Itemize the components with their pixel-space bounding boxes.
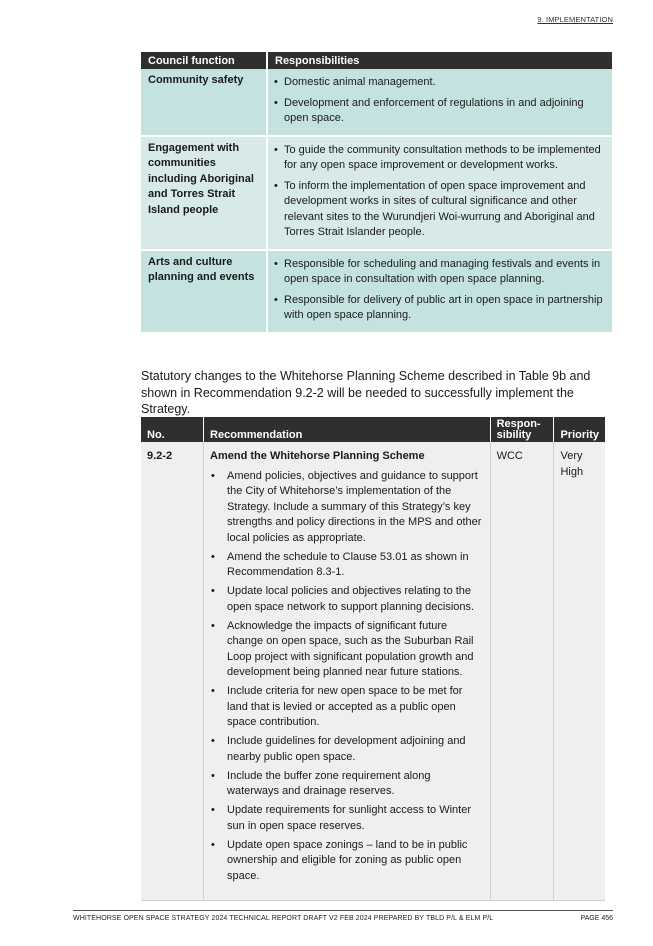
table-header-row [141,417,605,442]
list-item: • Domestic animal management. [274,75,604,91]
responsibilities-cell [267,69,612,136]
responsibilities-cell [267,136,612,250]
council-function-cell: Community safety [141,69,267,136]
responsibility-cell: WCC [490,442,554,900]
recommendation-number: 9.2-2 [141,442,204,900]
priority-line: Very [560,450,583,462]
header-line: sibility [496,429,532,441]
list-item: • Amend the schedule to Clause 53.01 as shown in Recommendation 8.3-1. [210,550,484,581]
list-item: • Responsible for scheduling and managing festivals and events in open space in consultation with open space planning. [274,257,604,288]
list-item: • Update open space zonings – land to be in public ownership and eligible for zoning as public open space. [210,838,484,885]
page-number: PAGE 456 [580,915,613,922]
column-header-council-function: Council function [141,52,267,69]
list-item: • To guide the community consultation methods to be implemented for any open space improvement or development works. [274,143,604,174]
list-item: • Update local policies and objectives relating to the open space network to support planning decisions. [210,584,484,615]
priority-cell [554,442,605,900]
responsibilities-list [274,257,604,324]
column-header-responsibility [490,417,554,442]
recommendations-table [141,417,605,901]
council-function-cell: Engagement with communities including Aboriginal and Torres Strait Island people [141,136,267,250]
running-head: 9. IMPLEMENTATION [537,15,613,24]
column-header-no: No. [141,417,204,442]
list-item: • Acknowledge the impacts of significant future change on open space, such as the Suburban Rail Loop project with significant population growth and development being planned near future stations. [210,619,484,681]
list-item: • To inform the implementation of open space improvement and development works in sites of cultural significance and other relevant sites to the Wurundjeri Woi-wurrung and Aboriginal and Torres Strait Islander people. [274,179,604,241]
list-item: • Amend policies, objectives and guidance to support the City of Whitehorse’s implementation of the Strategy. Include a summary of this Strategy’s key strengths and policy directions in the MPS and other local policies as appropriate. [210,469,484,547]
list-item: • Include criteria for new open space to be met for land that is levied or accepted as a public open space contribution. [210,684,484,731]
column-header-priority: Priority [554,417,605,442]
list-item: • Update requirements for sunlight access to Winter sun in open space reserves. [210,803,484,834]
table-row [141,442,605,900]
table-row [141,69,612,136]
table-row [141,250,612,332]
responsibilities-list [274,75,604,127]
council-functions-table [141,52,612,332]
council-function-cell: Arts and culture planning and events [141,250,267,332]
table-header-row [141,52,612,69]
body-paragraph: Statutory changes to the Whitehorse Planning Scheme described in Table 9b and shown in Recommendation 9.2-2 will be needed to successfully implement the Strategy. [141,369,591,416]
list-item: • Include guidelines for development adjoining and nearby public open space. [210,734,484,765]
recommendation-list [210,469,484,885]
list-item: • Include the buffer zone requirement along waterways and drainage reserves. [210,769,484,800]
footer-document-title: WHITEHORSE OPEN SPACE STRATEGY 2024 TECHNICAL REPORT DRAFT V2 FEB 2024 PREPARED BY TBLD P/L & ELM P/L [73,915,494,922]
footer-divider [73,910,613,911]
column-header-recommendation: Recommendation [204,417,491,442]
recommendation-cell [204,442,491,900]
header-line: Respon- [496,418,541,430]
column-header-responsibilities: Responsibilities [267,52,612,69]
table-row [141,136,612,250]
list-item: • Responsible for delivery of public art in open space in partnership with open space planning. [274,293,604,324]
responsibilities-cell [267,250,612,332]
list-item: • Development and enforcement of regulations in and adjoining open space. [274,96,604,127]
priority-line: High [560,465,584,478]
recommendation-title: Amend the Whitehorse Planning Scheme [210,450,425,462]
responsibilities-list [274,143,604,241]
